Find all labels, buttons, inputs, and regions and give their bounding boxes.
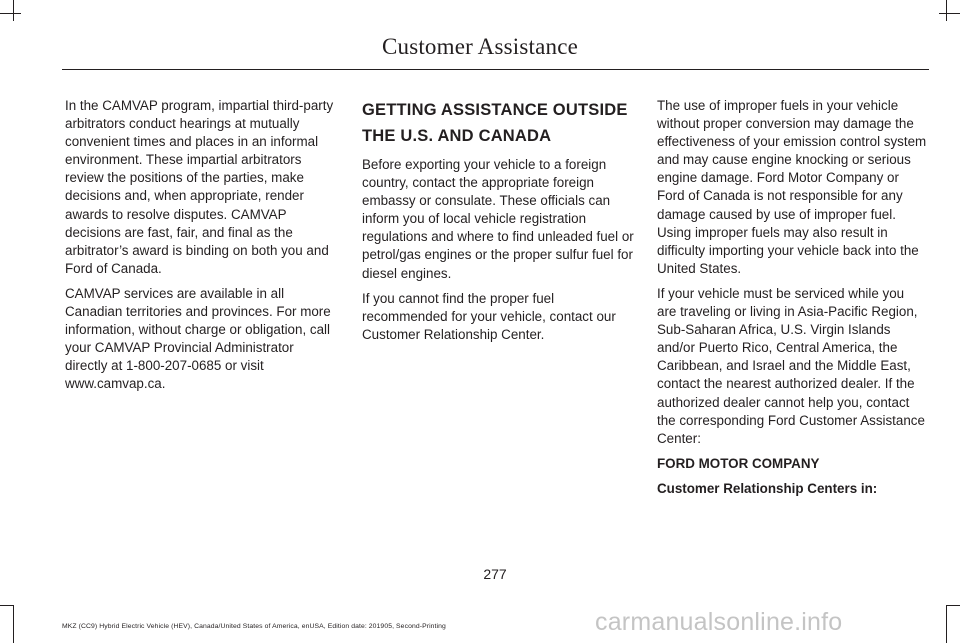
company-name: FORD MOTOR COMPANY <box>657 455 820 471</box>
watermark: carmanualsonline.info <box>595 608 843 636</box>
crop-mark-top-right <box>946 0 947 21</box>
crop-mark-bottom-left <box>13 605 14 643</box>
page-title: Customer Assistance <box>381 34 579 59</box>
crop-mark-bottom-right <box>946 605 947 643</box>
edition-footer: MKZ (CC9) Hybrid Electric Vehicle (HEV), Canada/United States of America, enUSA, Edition date: 201905, Second-Printing <box>62 623 446 630</box>
left-column <box>65 97 337 401</box>
paragraph: If your vehicle must be serviced while you are traveling or living in Asia-Pacific Region, Sub-Saharan Africa, U.S. Virgin Islands and/or Puerto Rico, Central America, the Caribbean, and Israel and the Middle East, contact the nearest authorized dealer. If the authorized dealer cannot help you, contact the corresponding Ford Customer Assistance Center: <box>657 285 925 446</box>
paragraph: CAMVAP services are available in all Canadian territories and provinces. For more information, without charge or obligation, call your CAMVAP Provincial Administrator directly at 1-800-207-0685 or visit www.camvap.ca. <box>65 285 331 392</box>
crop-mark-top-left <box>0 13 21 14</box>
paragraph: The use of improper fuels in your vehicle without proper conversion may damage the effectiveness of your emission control system and may cause engine knocking or serious engine damage. Ford Motor Company or Ford of Canada is not responsible for any damage caused by use of improper fuel. Using improper fuels may also result in difficulty importing your vehicle back into the United States. <box>657 98 927 276</box>
crop-mark-bottom-left <box>0 605 14 606</box>
subheading: Customer Relationship Centers in: <box>657 480 878 496</box>
header-divider <box>62 69 929 70</box>
paragraph: In the CAMVAP program, impartial third-party arbitrators conduct hearings at mutually convenient times and places in an informal environment. These impartial arbitrators review the positions of the parties, make decisions and, when appropriate, render awards to resolve disputes. CAMVAP decisions are fast, fair, and final as the arbitrator’s award is binding on both you and Ford of Canada. <box>65 98 334 276</box>
middle-column <box>362 97 634 351</box>
paragraph: If you cannot find the proper fuel recommended for your vehicle, contact our Customer Relationship Center. <box>362 290 616 342</box>
page-number: 277 <box>483 566 507 582</box>
crop-mark-top-right <box>939 13 960 14</box>
section-heading: GETTING ASSISTANCE OUTSIDE THE U.S. AND CANADA <box>362 101 628 145</box>
crop-mark-bottom-right <box>946 605 960 606</box>
crop-mark-top-left <box>13 0 14 21</box>
paragraph: Before exporting your vehicle to a foreign country, contact the appropriate foreign embassy or consulate. These officials can inform you of local vehicle registration regulations and where to find unleaded fuel or petrol/gas engines or the proper sulfur fuel for diesel engines. <box>362 157 634 281</box>
right-column <box>657 97 927 505</box>
